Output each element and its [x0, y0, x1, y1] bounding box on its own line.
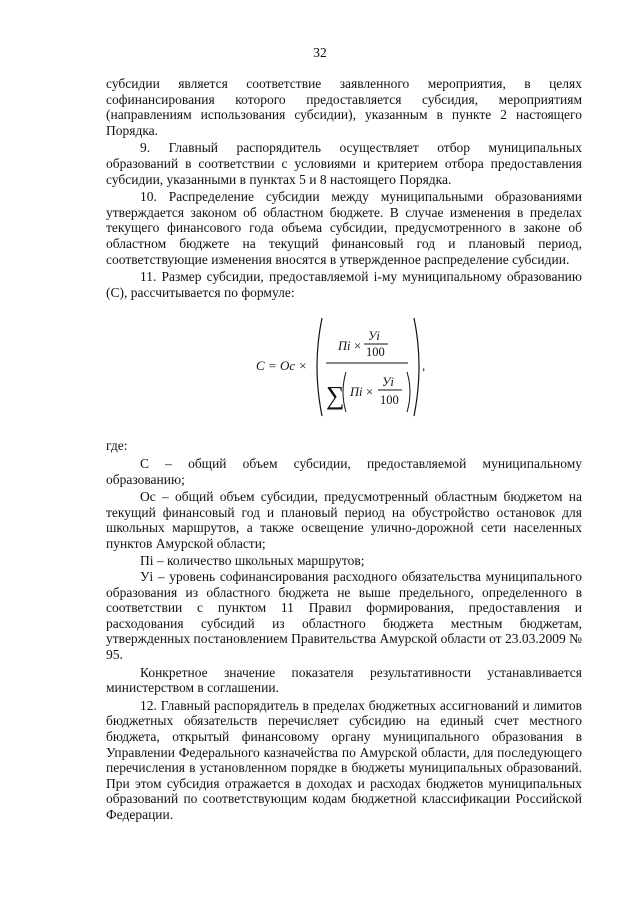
numerator-hundred: 100	[366, 345, 385, 360]
right-paren	[414, 318, 419, 416]
paragraph-12: 12. Главный распорядитель в пределах бюджетных ассигнований и лимитов бюджетных обязательств перечисляет субсидию на единый счет местного бюджета, открытый финансовому органу муниципального образования в Управлении Федерального казначейства по Амурской области, для последующего перечисления в установленном порядке в бюджеты муниципальных образований. При этом субсидия отражается в доходах и расходах бюджетов муниципальных образований по соответствующим кодам бюджетной классификации Российской Федерации.	[106, 697, 582, 822]
numerator-yi: Уi	[368, 329, 380, 344]
numerator-times: ×	[354, 339, 362, 354]
definition-oc: Ос – общий объем субсидии, предусмотренный областным бюджетом на текущий финансовый год и плановый период на обустройство остановок для школьных маршрутов, а также освещение улично-дорожной сети населенных пунктов Амурской области;	[106, 489, 582, 551]
page-number: 32	[313, 45, 327, 60]
definition-pi: Пi – количество школьных маршрутов;	[140, 553, 365, 569]
document-body	[106, 76, 582, 823]
definition-yi: Уi – уровень софинансирования расходного обязательства муниципального образования из областного бюджета не выше предельного, определенного в соответствии с пунктом 11 Правил формирования, предоставления и расходования субсидий из областного бюджета местным бюджетам, утвержденных постановлением Правительства Амурской области от 23.03.2009 № 95.	[106, 569, 582, 663]
formula-comma: ,	[422, 358, 426, 374]
inner-right-paren	[407, 372, 410, 412]
left-paren	[317, 318, 322, 416]
denominator-yi: Уi	[382, 375, 394, 390]
where-label: где:	[106, 438, 128, 454]
denominator-pi: Пi	[350, 385, 363, 400]
paragraph-9: 9. Главный распорядитель осуществляет отбор муниципальных образований в соответствии с условиями и критерием отбора предоставления субсидии, указанными в пунктах 5 и 8 настоящего Порядка.	[106, 140, 582, 187]
formula-lhs: C = Oc ×	[256, 358, 308, 374]
paragraph-result: Конкретное значение показателя результативности устанавливается министерством в соглашении.	[106, 664, 582, 696]
formula-svg	[256, 308, 436, 426]
sum-sign: ∑	[326, 381, 345, 411]
paragraph-10: 10. Распределение субсидии между муниципальными образованиями утверждается законом об областном бюджете. В случае изменения в пределах текущего финансового года объема субсидии, предусмотренного в законе об областном бюджете на текущий финансовый год и плановый период, соответствующие изменения вносятся в утвержденное распределение субсидии.	[106, 189, 582, 267]
subsidy-formula	[106, 308, 582, 428]
denominator-hundred: 100	[380, 393, 399, 408]
denominator-times: ×	[366, 385, 374, 400]
definition-c: С – общий объем субсидии, предоставляемой муниципальному образованию;	[106, 455, 582, 487]
paragraph-continuation: субсидии является соответствие заявленного мероприятия, в целях софинансирования которого предоставляется субсидия, мероприятиям (направлениям использования субсидии), указанным в пункте 2 настоящего Порядка.	[106, 76, 582, 138]
paragraph-11: 11. Размер субсидии, предоставляемой i-му муниципальному образованию (С), рассчитывается по формуле:	[106, 269, 582, 300]
numerator-pi: Пi	[338, 339, 351, 354]
